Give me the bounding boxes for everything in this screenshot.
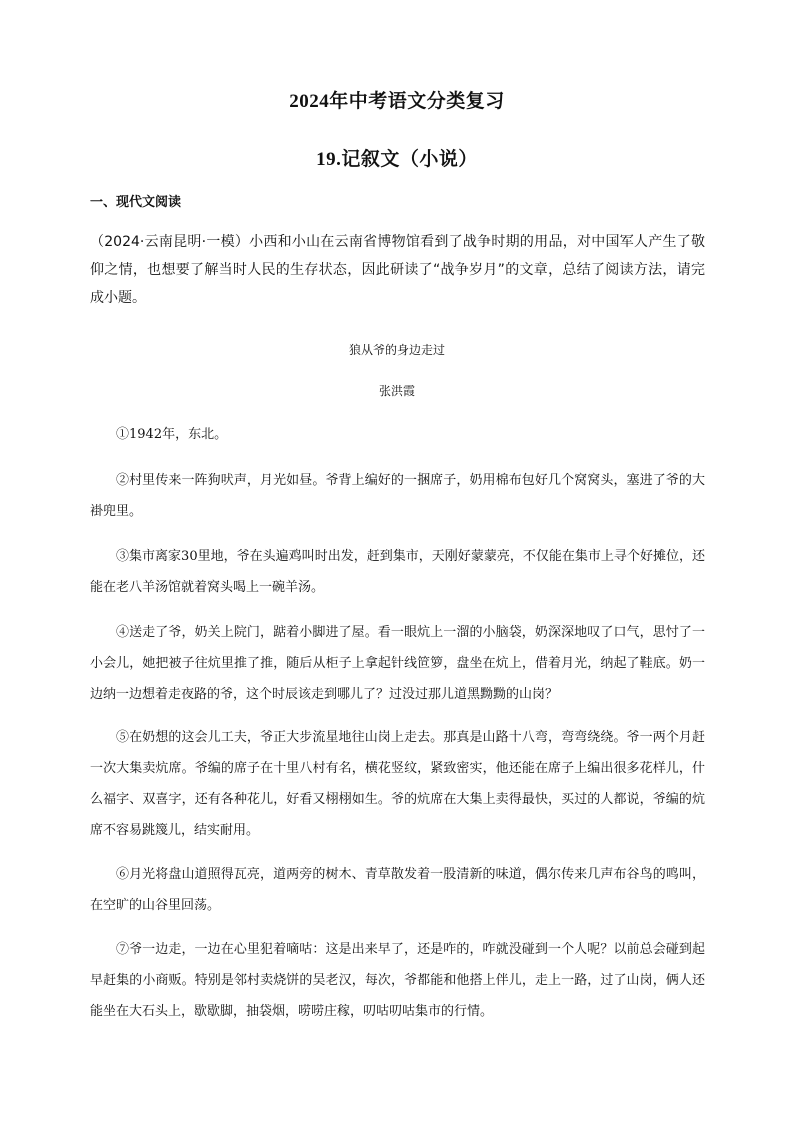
article-paragraph: ⑤在奶想的这会儿工夫，爷正大步流星地往山岗上走去。那真是山路十八弯，弯弯绕绕。爷一两个月赶一次大集卖炕席。爷编的席子在十里八村有名，横花竖纹，紧致密实，他还能在席子上编出很多花样儿，什么福字、双喜字，还有各种花儿，好看又栩栩如生。爷的炕席在大集上卖得最快，买过的人都说，爷编的炕席不容易跳篾儿，结实耐用。: [90, 730, 705, 838]
article-paragraph: ④送走了爷，奶关上院门，踮着小脚进了屋。看一眼炕上一溜的小脑袋，奶深深地叹了口气，思忖了一小会儿，她把被子往炕里推了推，随后从柜子上拿起针线笸箩，盘坐在炕上，借着月光，纳起了鞋底。奶一边纳一边想着走夜路的爷，这个时辰该走到哪儿了？过没过那儿道黑黝黝的山岗？: [90, 625, 705, 702]
article-paragraph: ③集市离家30里地，爷在头遍鸡叫时出发，赶到集市，天刚好蒙蒙亮，不仅能在集市上寻个好摊位，还能在老八羊汤馆就着窝头喝上一碗羊汤。: [90, 549, 705, 595]
intro-paragraph: （2024·云南昆明·一模）小西和小山在云南省博物馆看到了战争时期的用品，对中国军人产生了敬仰之情，也想要了解当时人民的生存状态，因此研读了“战争岁月”的文章，总结了阅读方法，请完成小题。: [90, 234, 705, 306]
document-subtitle: 19.记叙文（小说）: [316, 149, 478, 170]
document-title: 2024年中考语文分类复习: [289, 91, 505, 112]
article-paragraph: ①1942年，东北。: [116, 427, 228, 442]
article-author: 张洪霞: [378, 384, 415, 398]
article-paragraph: ⑥月光将盘山道照得瓦亮，道两旁的树木、青草散发着一股清新的味道，偶尔传来几声布谷鸟的鸣叫，在空旷的山谷里回荡。: [90, 867, 705, 913]
section-heading: 一、现代文阅读: [90, 195, 182, 210]
article-paragraph: ⑦爷一边走，一边在心里犯着嘀咕：这是出来早了，还是咋的，咋就没碰到一个人呢？以前总会碰到起早赶集的小商贩。特别是邻村卖烧饼的吴老汉，每次，爷都能和他搭上伴儿，走上一路，过了山岗，俩人还能坐在大石头上，歇歇脚，抽袋烟，唠唠庄稼，叨咕叨咕集市的行情。: [90, 942, 705, 1019]
article-title: 狼从爷的身边走过: [348, 343, 445, 357]
article-paragraph: ②村里传来一阵狗吠声，月光如昼。爷背上编好的一捆席子，奶用棉布包好几个窝窝头，塞进了爷的大褂兜里。: [90, 473, 705, 519]
